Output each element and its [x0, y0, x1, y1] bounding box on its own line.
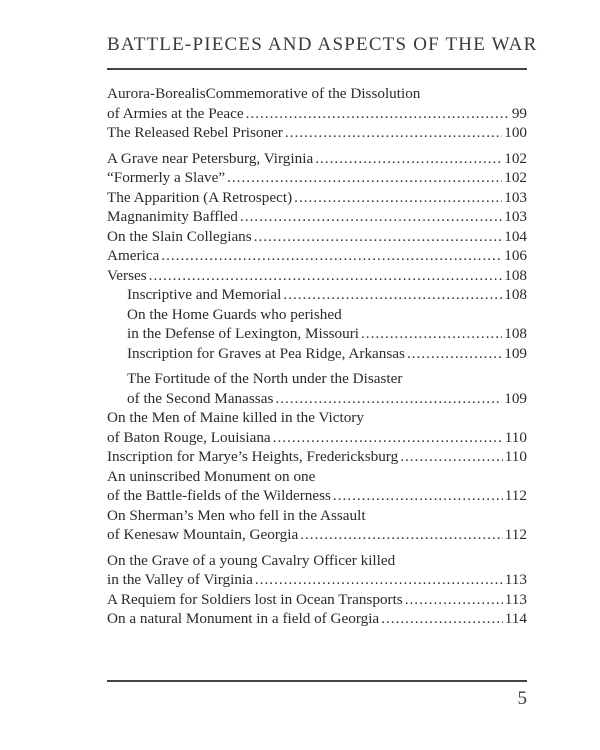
toc-line	[107, 324, 527, 344]
toc-line	[107, 389, 527, 409]
toc-page-number: 114	[504, 610, 527, 627]
toc-entry-title: of Kenesaw Mountain, Georgia	[107, 526, 299, 543]
toc-entry	[107, 305, 527, 344]
dot-leader	[405, 590, 503, 610]
toc-entry	[107, 408, 527, 447]
dot-leader	[294, 188, 502, 208]
toc-entry-title: Magnanimity Baffled	[107, 208, 238, 225]
toc-entry	[107, 149, 527, 169]
dot-leader	[273, 428, 503, 448]
toc-entry	[107, 188, 527, 208]
toc-line	[107, 525, 527, 545]
dot-leader	[283, 285, 502, 305]
dot-leader	[361, 324, 502, 344]
toc-line	[107, 506, 527, 526]
toc-line	[107, 149, 527, 169]
toc-entry-title: “Formerly a Slave”	[107, 169, 226, 186]
dot-leader	[227, 168, 502, 188]
toc-line	[107, 285, 527, 305]
toc-entry-title: in the Defense of Lexington, Missouri	[127, 325, 359, 342]
toc-entry-title: of the Battle-fields of the Wilderness	[107, 487, 331, 504]
toc-entry	[107, 467, 527, 506]
toc-entry	[107, 285, 527, 305]
toc-page-number: 108	[504, 325, 527, 342]
toc-page-number: 113	[504, 571, 527, 588]
toc-entry-title: Verses	[107, 266, 147, 284]
toc-line	[107, 305, 527, 325]
toc-entry-title: The Fortitude of the North under the Disaster	[127, 370, 403, 387]
toc-entry-title: of Baton Rouge, Louisiana	[107, 428, 271, 446]
toc-page-number: 102	[504, 169, 527, 186]
toc-line	[107, 168, 527, 188]
toc-entry-title: A Requiem for Soldiers lost in Ocean Transports	[107, 590, 403, 608]
dot-leader	[333, 486, 503, 506]
toc-entry	[107, 266, 527, 286]
toc-entry	[107, 84, 527, 123]
toc-entry-title: A Grave near Petersburg, Virginia	[107, 149, 314, 167]
toc-line	[107, 246, 527, 266]
dot-leader	[381, 609, 503, 629]
toc-page-number: 104	[504, 227, 527, 245]
toc-entry	[107, 207, 527, 227]
toc-line	[107, 104, 527, 124]
toc-entry-title: On the Men of Maine killed in the Victory	[107, 409, 364, 426]
toc-line	[107, 84, 527, 104]
toc-entry	[107, 369, 527, 408]
dot-leader	[161, 246, 502, 266]
toc-entry-title: An uninscribed Monument on one	[107, 467, 316, 485]
toc-entry	[107, 344, 527, 364]
dot-leader	[149, 266, 503, 286]
toc-entry	[107, 168, 527, 188]
toc-entry-title: On the Home Guards who perished	[127, 305, 342, 323]
dot-leader	[240, 207, 502, 227]
toc-entry-title: On Sherman’s Men who fell in the Assault	[107, 506, 366, 524]
toc-entry	[107, 609, 527, 629]
dot-leader	[300, 525, 503, 545]
toc-entry-title: Inscription for Marye’s Heights, Fredericksburg	[107, 448, 399, 465]
book-title: BATTLE-PIECES AND ASPECTS OF THE WAR	[107, 34, 538, 55]
toc-page-number: 112	[504, 487, 527, 504]
toc-entry	[107, 123, 527, 143]
toc-entry-title: Inscription for Graves at Pea Ridge, Arkansas	[127, 344, 405, 362]
dot-leader	[407, 344, 502, 364]
toc-page-number: 103	[504, 208, 527, 225]
dot-leader	[254, 227, 503, 247]
table-of-contents	[107, 84, 527, 629]
toc-line	[107, 609, 527, 629]
toc-line	[107, 344, 527, 364]
toc-entry-title: The Released Rebel Prisoner	[107, 124, 283, 141]
toc-line	[107, 447, 527, 467]
toc-entry	[107, 447, 527, 467]
toc-line	[107, 266, 527, 286]
toc-entry-title: On a natural Monument in a field of Georgia	[107, 610, 380, 627]
toc-page-number: 102	[504, 149, 527, 167]
header-rule	[107, 68, 527, 70]
toc-entry-title: On the Slain Collegians	[107, 227, 252, 245]
toc-entry	[107, 506, 527, 545]
toc-line	[107, 207, 527, 227]
toc-line	[107, 467, 527, 487]
toc-entry-title: in the Valley of Virginia	[107, 571, 253, 588]
toc-page-number: 112	[504, 526, 527, 543]
toc-line	[107, 486, 527, 506]
dot-leader	[275, 389, 502, 409]
toc-entry-title: of Armies at the Peace	[107, 104, 244, 122]
dot-leader	[246, 104, 510, 124]
toc-entry-title: The Apparition (A Retrospect)	[107, 188, 293, 206]
toc-entry	[107, 551, 527, 590]
dot-leader	[285, 123, 502, 143]
toc-line	[107, 369, 527, 389]
dot-leader	[255, 570, 503, 590]
toc-entry	[107, 227, 527, 247]
toc-entry-title: Inscriptive and Memorial	[127, 286, 282, 303]
toc-page-number: 103	[504, 188, 527, 206]
toc-entry	[107, 590, 527, 610]
toc-line	[107, 188, 527, 208]
toc-entry-title: America	[107, 247, 160, 264]
toc-line	[107, 227, 527, 247]
toc-page-number: 110	[504, 448, 527, 465]
toc-line	[107, 551, 527, 571]
toc-line	[107, 590, 527, 610]
toc-entry	[107, 246, 527, 266]
toc-line	[107, 123, 527, 143]
page-number: 5	[517, 688, 527, 709]
toc-page-number: 110	[504, 428, 527, 446]
toc-entry-title: of the Second Manassas	[127, 389, 274, 407]
toc-page-number: 106	[504, 247, 527, 264]
footer-rule	[107, 680, 527, 682]
toc-page-number: 108	[504, 286, 527, 303]
toc-page-number: 100	[504, 124, 527, 141]
toc-page-number: 109	[504, 389, 527, 407]
dot-leader	[315, 149, 502, 169]
toc-line	[107, 428, 527, 448]
toc-line	[107, 408, 527, 428]
toc-page-number: 99	[511, 104, 527, 122]
toc-page-number: 109	[504, 344, 527, 362]
dot-leader	[400, 447, 503, 467]
toc-line	[107, 570, 527, 590]
toc-entry-title: On the Grave of a young Cavalry Officer killed	[107, 551, 396, 569]
toc-page-number: 113	[504, 590, 527, 608]
toc-page-number: 108	[504, 266, 527, 284]
toc-entry-title: Aurora-BorealisCommemorative of the Dissolution	[107, 85, 421, 102]
